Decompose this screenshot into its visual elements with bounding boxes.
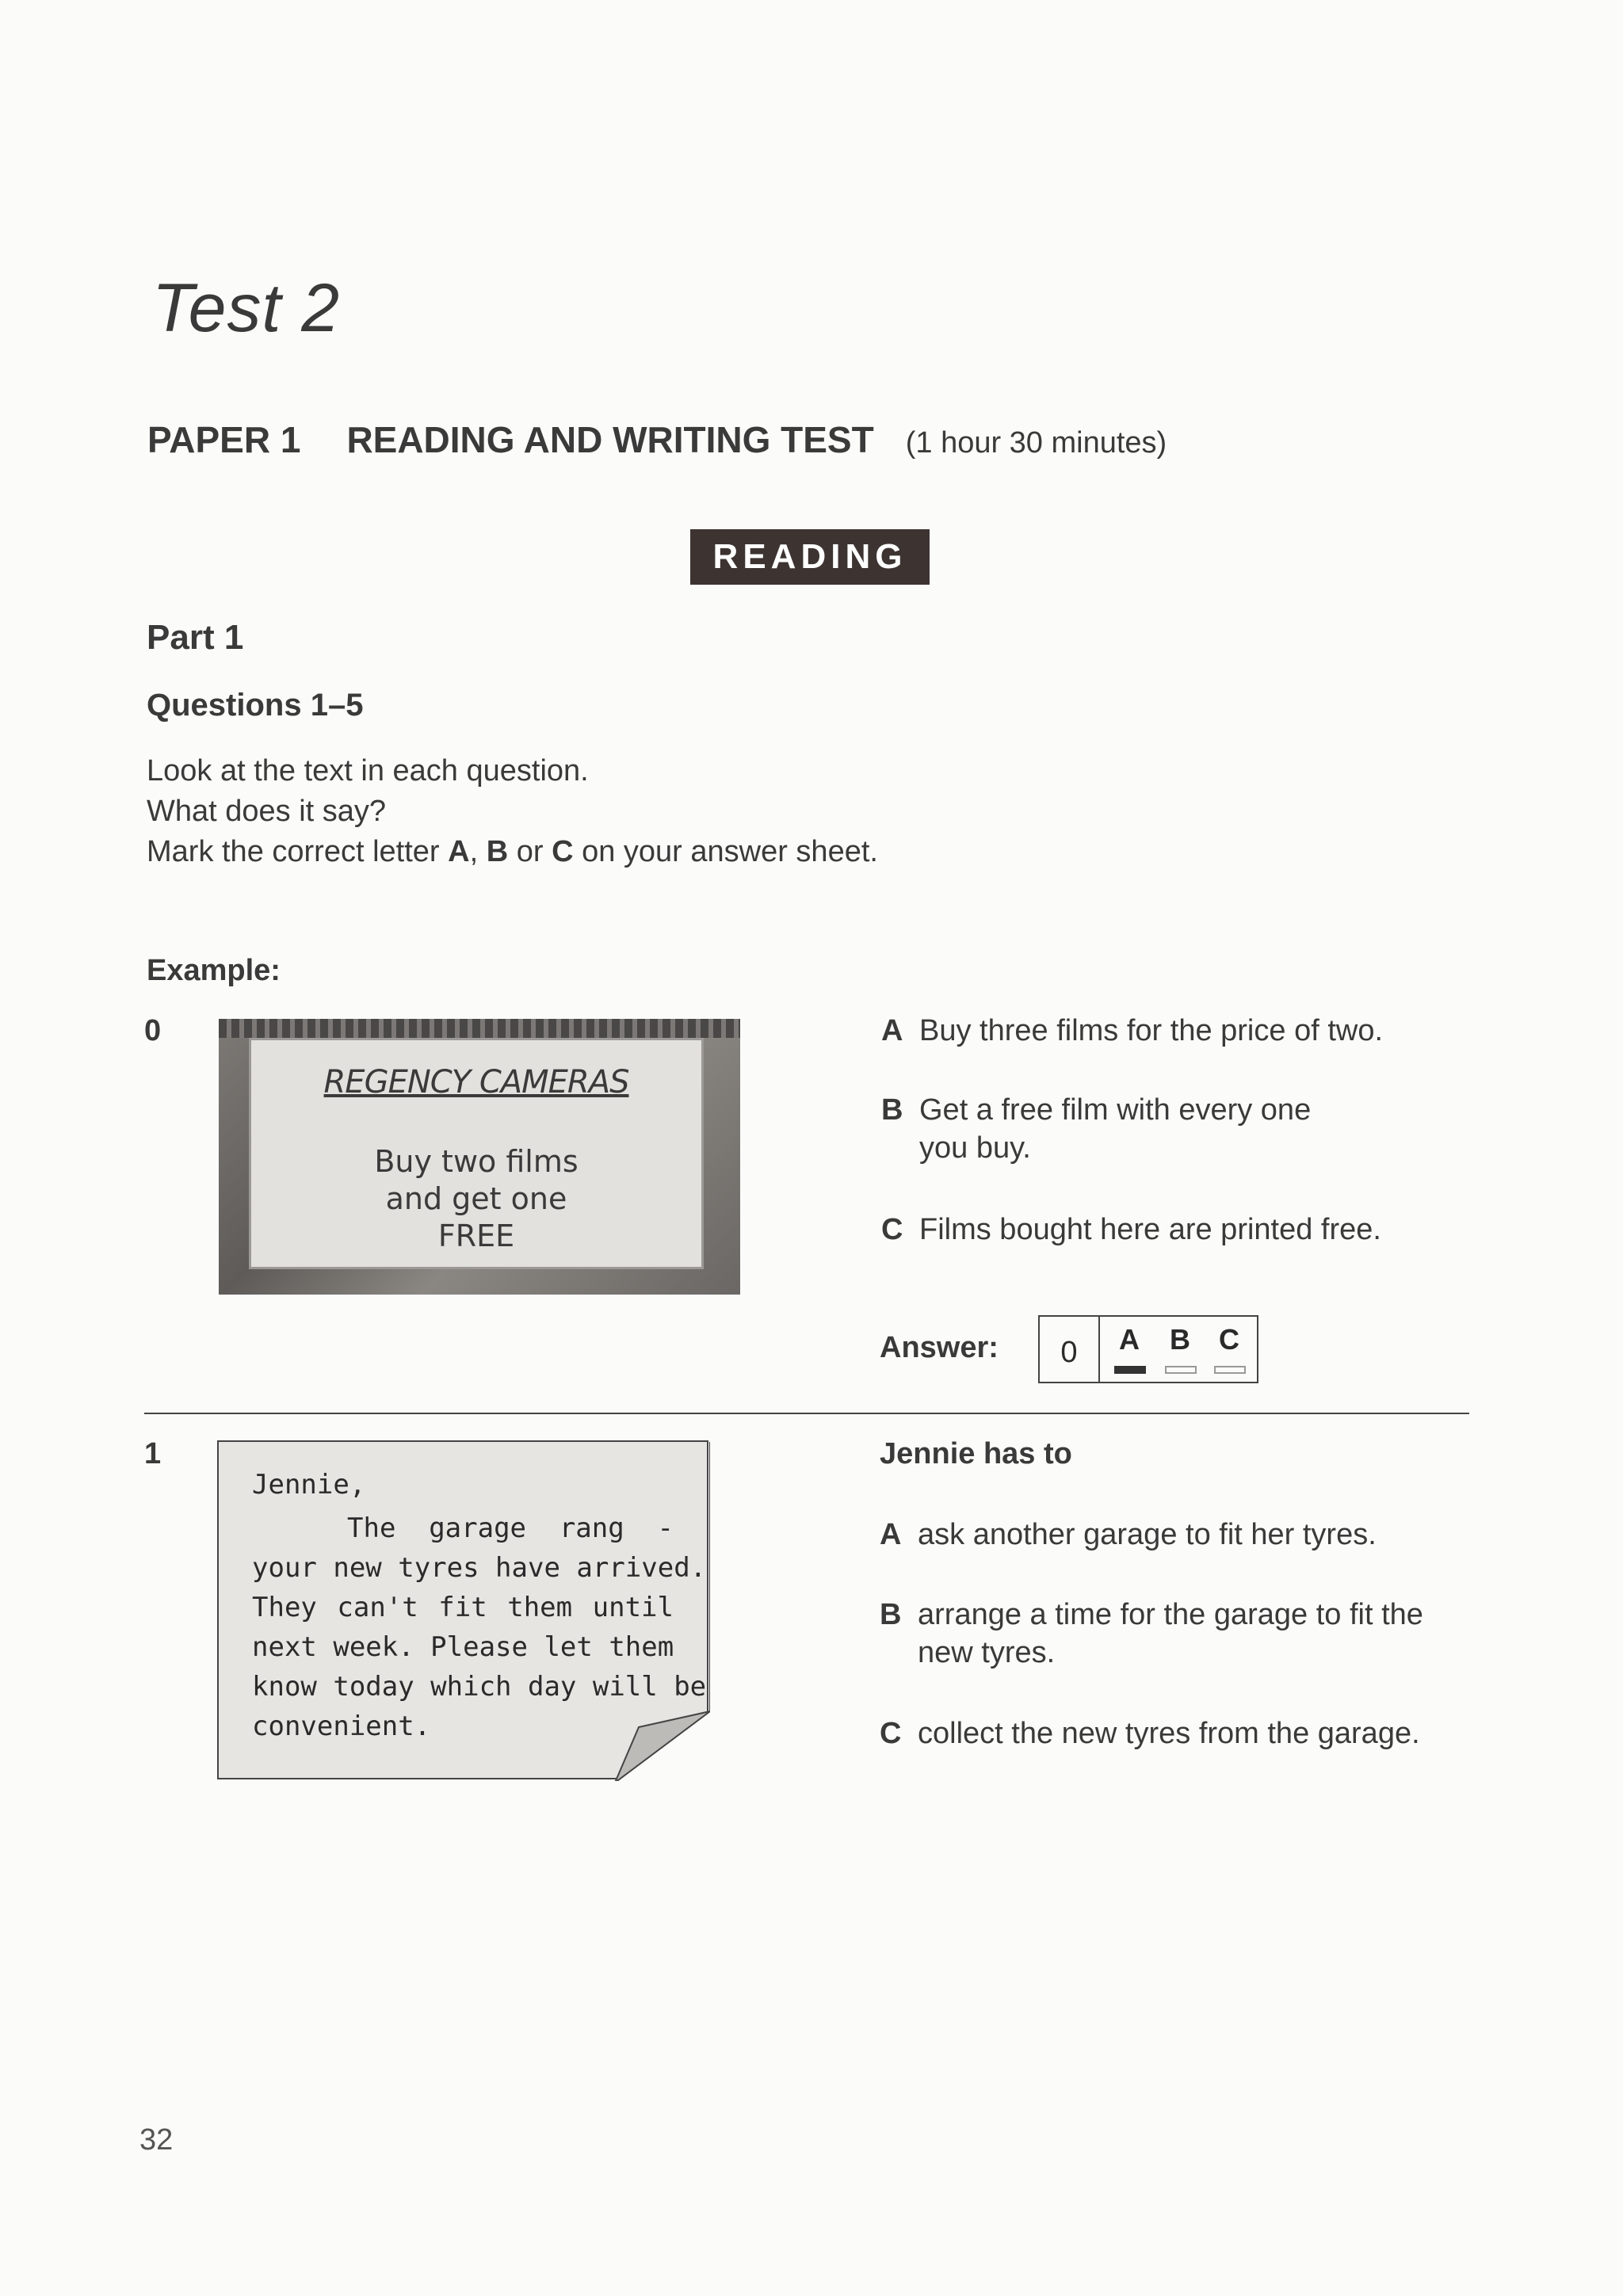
question-option-c (880, 1714, 1514, 1753)
note-greeting: Jennie, (252, 1469, 366, 1501)
instruction-line: What does it say? (147, 795, 387, 828)
example-option-c (881, 1211, 1436, 1249)
part-title: Part 1 (147, 618, 244, 657)
option-letter: A (881, 1014, 903, 1047)
question-number: 1 (144, 1437, 162, 1470)
paper-title: READING AND WRITING TEST (346, 419, 874, 460)
note-line: They can't fit them until (252, 1592, 674, 1623)
answer-box (1038, 1315, 1258, 1383)
example-option-a (881, 1012, 1436, 1050)
question-option-b (880, 1596, 1450, 1672)
instruction-line (147, 832, 878, 872)
answer-label: Answer: (880, 1331, 999, 1364)
section-badge: READING (690, 529, 930, 585)
instruction-line: Look at the text in each question. (147, 754, 589, 788)
answer-bubble-a-filled (1114, 1366, 1146, 1374)
question-stem: Jennie has to (880, 1437, 1072, 1470)
instruction-letter: C (552, 835, 574, 868)
instructions (147, 751, 878, 872)
instruction-text: on your answer sheet. (573, 835, 878, 868)
note-line: The garage rang - (347, 1512, 674, 1544)
option-text: ask another garage to fit her tyres. (918, 1518, 1377, 1551)
note-image (217, 1440, 708, 1779)
option-text: Get a free film with every one you buy. (919, 1093, 1312, 1165)
test-title: Test 2 (152, 270, 341, 346)
example-sign-image (219, 1019, 740, 1295)
instruction-text: Mark the correct letter (147, 835, 449, 868)
sign-board (249, 1038, 704, 1269)
answer-bubble-c (1214, 1366, 1246, 1374)
example-label: Example: (147, 954, 281, 987)
option-text: Buy three films for the price of two. (919, 1014, 1384, 1047)
paper-heading (147, 418, 1167, 461)
option-letter: C (880, 1717, 902, 1750)
note-line: know today which day will be (252, 1671, 707, 1703)
sign-line: Buy two films (374, 1144, 579, 1179)
note-line: your new tyres have arrived. (252, 1552, 707, 1584)
note-line: convenient. (252, 1711, 431, 1742)
section-divider (144, 1413, 1469, 1414)
option-letter: C (881, 1213, 903, 1246)
option-letter: B (880, 1598, 902, 1631)
instruction-letter: B (486, 835, 509, 868)
instruction-text: , (469, 835, 487, 868)
example-number: 0 (144, 1014, 162, 1047)
questions-range: Questions 1–5 (147, 688, 364, 723)
answer-choice-c: C (1219, 1323, 1239, 1356)
note-body (252, 1508, 707, 1746)
page-number: 32 (139, 2123, 174, 2157)
option-text: arrange a time for the garage to fit the new tyres. (918, 1598, 1423, 1669)
answer-choice-a: A (1119, 1323, 1140, 1356)
option-letter: A (880, 1518, 902, 1551)
instruction-letter: A (448, 835, 470, 868)
answer-number: 0 (1040, 1317, 1100, 1382)
sign-text (251, 1143, 701, 1255)
instruction-text: or (508, 835, 552, 868)
question-option-a (880, 1516, 1482, 1554)
option-letter: B (881, 1093, 903, 1127)
option-text: Films bought here are printed free. (919, 1213, 1381, 1246)
sign-line: FREE (437, 1219, 515, 1253)
example-option-b (881, 1091, 1357, 1167)
answer-choice-b: B (1170, 1323, 1190, 1356)
paper-duration: (1 hour 30 minutes) (905, 426, 1167, 460)
sign-title: REGENCY CAMERAS (323, 1064, 629, 1100)
sign-line: and get one (385, 1181, 567, 1216)
option-text: collect the new tyres from the garage. (918, 1717, 1420, 1750)
paper-number: PAPER 1 (147, 419, 301, 460)
answer-bubble-b (1165, 1366, 1197, 1374)
note-line: next week. Please let them (252, 1631, 674, 1663)
